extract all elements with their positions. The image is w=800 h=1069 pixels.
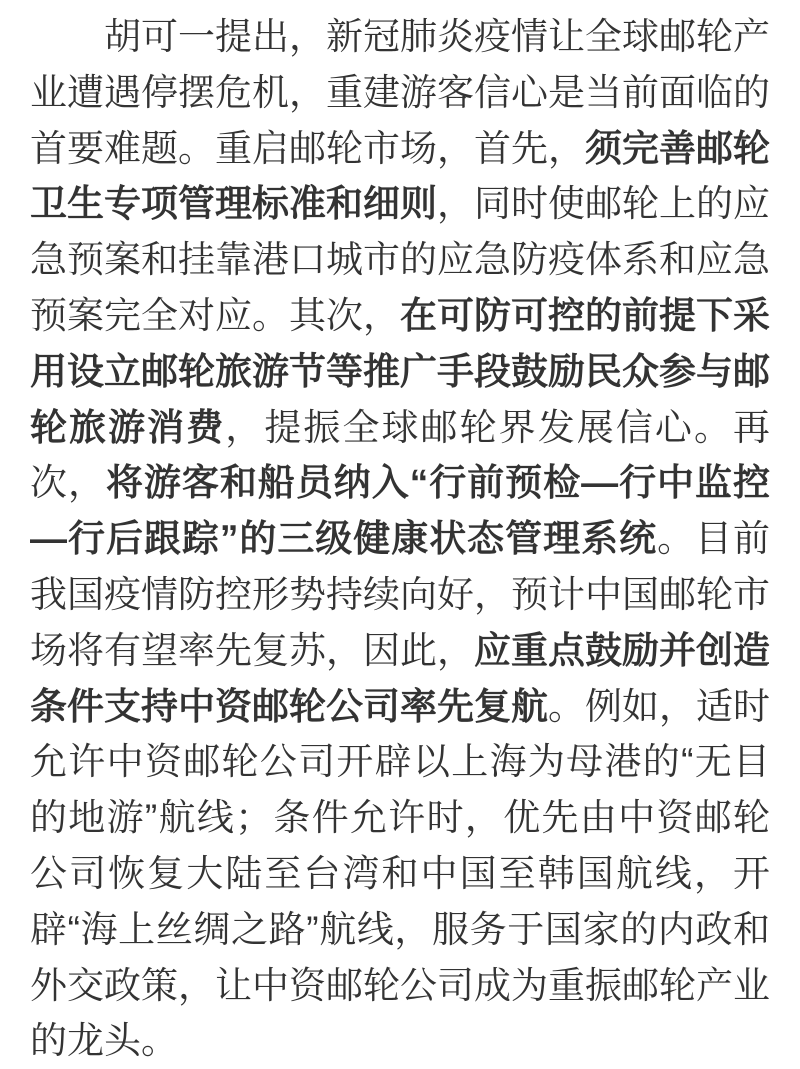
text-run: 。例如，适时允许中资邮轮公司开辟以上海为母港的“无目的地游”航线；条件允许时，优先由中资邮轮公司恢复大陆至台湾和中国至韩国航线，开辟“海上丝绸之路”航线，服务于国家的内政和外交政策，让中资邮轮公司成为重振邮轮产业的龙头。 bbox=[30, 685, 770, 1062]
emphasis-text-run: 将游客和船员纳入“行前预检—行中监控—行后跟踪”的三级健康状态管理系统 bbox=[30, 462, 771, 560]
text-run: 胡可一提出，新冠肺炎疫情让全球邮轮产业遭遇停摆危机，重建游客信心是当前面临的首要难题。重启邮轮市场，首先， bbox=[30, 16, 770, 169]
emphasis-text-run: 应重点鼓励并创造条件支持中资邮轮公司率先复航 bbox=[30, 629, 770, 727]
text-run: ，提振全球邮轮界发展信心。再次， bbox=[30, 406, 771, 504]
emphasis-text-run: 须完善邮轮卫生专项管理标准和细则 bbox=[30, 127, 770, 225]
article-paragraph bbox=[30, 9, 770, 1069]
text-run: ，同时使邮轮上的应急预案和挂靠港口城市的应急防疫体系和应急预案完全对应。其次， bbox=[30, 183, 770, 336]
text-run: 。目前我国疫情防控形势持续向好，预计中国邮轮市场将有望率先复苏，因此， bbox=[30, 518, 771, 671]
emphasis-text-run: 在可防可控的前提下采用设立邮轮旅游节等推广手段鼓励民众参与邮轮旅游消费 bbox=[30, 294, 770, 448]
